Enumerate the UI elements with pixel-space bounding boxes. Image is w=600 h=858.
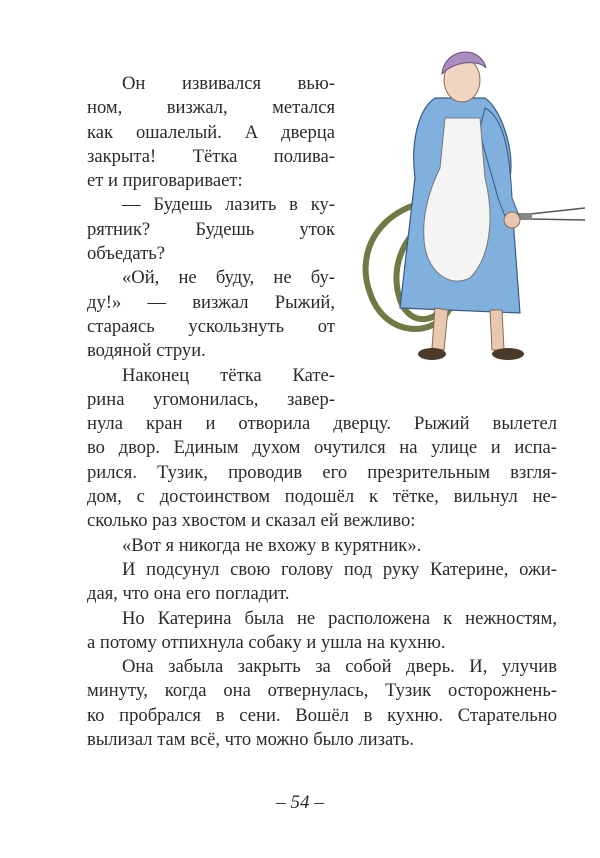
text-line: рился. Тузик, проводив его презрительным взгля- <box>87 461 557 483</box>
text-line: — Будешь лазить в ку- <box>122 194 335 216</box>
text-line: рина угомонилась, завер- <box>87 388 335 410</box>
text-line: Наконец тётка Кате- <box>122 364 335 386</box>
text-line: закрыта! Тётка полива- <box>87 145 335 167</box>
page-number: – 54 – <box>276 792 324 813</box>
text-line: Он извивался вью- <box>122 73 335 94</box>
text-line: «Вот я никогда не вхожу в курятник». <box>122 534 422 556</box>
text-line: Но Катерина была не расположена к нежностям, <box>122 607 557 629</box>
text-line: ко пробрался в сени. Вошёл в кухню. Старательно <box>87 704 557 726</box>
illustration-woman-with-hose <box>340 38 585 378</box>
text-line: И подсунул свою голову под руку Катерине, ожи- <box>122 558 557 580</box>
water-stream-icon <box>530 208 585 220</box>
text-line: ду!» — визжал Рыжий, <box>87 291 335 313</box>
text-line: «Ой, не буду, не бу- <box>122 267 335 289</box>
text-line: рятник? Будешь уток <box>87 218 335 240</box>
text-line: как ошалелый. А дверца <box>87 121 335 143</box>
text-line: стараясь ускользнуть от <box>87 315 335 337</box>
text-line: ет и приговаривает: <box>87 170 243 192</box>
text-line: вылизал там всё, что можно было лизать. <box>87 729 414 751</box>
text-line: дая, что она его погладит. <box>87 583 290 605</box>
text-line: ном, визжал, метался <box>87 97 335 119</box>
text-line: нула кран и отворила дверцу. Рыжий вылетел <box>87 413 557 435</box>
text-line: минуту, когда она отвернулась, Тузик осторожнень- <box>87 680 557 702</box>
text-line: во двор. Единым духом очутился на улице и испа- <box>87 437 557 459</box>
text-line: водяной струи. <box>87 340 206 362</box>
text-line: Она забыла закрыть за собой дверь. И, улучив <box>122 656 557 678</box>
text-line: а потому отпихнула собаку и ушла на кухню. <box>87 631 446 653</box>
text-line: объедать? <box>87 243 166 265</box>
text-line: дом, с достоинством подошёл к тётке, вильнул не- <box>87 486 557 508</box>
text-line: сколько раз хвостом и сказал ей вежливо: <box>87 510 416 532</box>
